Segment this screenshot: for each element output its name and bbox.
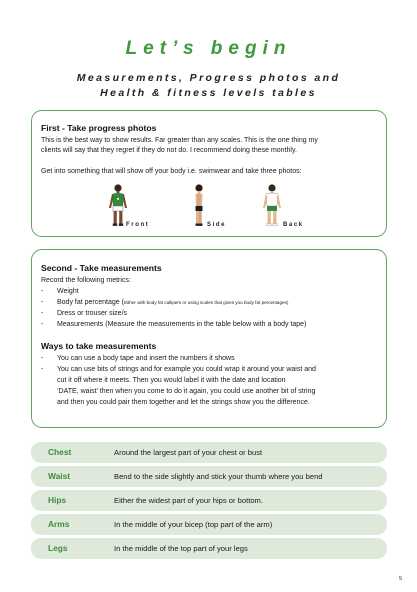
side-pose-figure xyxy=(190,183,208,227)
table-row-chest xyxy=(31,442,387,463)
page-title: Let’s begin xyxy=(125,38,292,59)
caption-back: Back xyxy=(283,222,304,228)
table-row-arms xyxy=(31,514,387,535)
back-pose-figure xyxy=(260,183,284,227)
caption-front: Front xyxy=(126,222,150,228)
page-number: 5 xyxy=(398,576,402,582)
measurements-card: Second - Take measurements Record the following metrics: - Weight - Body fat percentage (Either with body fat callipers or using scales that gives you body fat percentages) - Dress or trouser size/s - Measurements (Measure the measurements in the table below with a body tape) Ways to take measurements - You can use a body tape and insert the numbers it shows - You can use bits of strings and for example you could wrap it around your waist and cut it off where it meets. Then you would label it with the date and location ‘DATE, waist’ then when you come to do it again, you could use another bit of string and then you could pair them together and let the strings show you the difference. xyxy=(31,249,387,428)
table-row-waist xyxy=(31,466,387,487)
body-part-description: In the middle of the top part of your legs xyxy=(114,543,248,553)
body-part-description: Either the widest part of your hips or bottom. xyxy=(114,495,263,505)
body-part-label: Arms xyxy=(48,519,70,529)
body-part-label: Hips xyxy=(48,495,67,505)
page-subtitle-line-1: Measurements, Progress photos and xyxy=(76,72,341,84)
progress-photos-heading: First - Take progress photos xyxy=(41,123,157,133)
photos-text-line-2: clients will say that they regret if they do not do. I recommend doing these monthly. xyxy=(41,147,297,154)
body-part-label: Waist xyxy=(48,471,71,481)
page-subtitle-line-2: Health & fitness levels tables xyxy=(100,87,317,99)
body-part-label: Legs xyxy=(48,543,68,553)
body-part-description: Around the largest part of your chest or bust xyxy=(114,447,263,457)
progress-photos-card xyxy=(31,110,387,237)
body-part-description: Bend to the side slightly and stick your thumb where you bend xyxy=(114,471,323,481)
caption-side: Side xyxy=(207,222,227,228)
body-part-description: In the middle of your bicep (top part of the arm) xyxy=(114,519,273,529)
photos-text-line-3: Get into something that will show off your body i.e. swimwear and take three photos: xyxy=(41,168,302,175)
body-part-label: Chest xyxy=(48,447,72,457)
measurements-intro: Record the following metrics: xyxy=(41,277,131,284)
measurements-heading: Second - Take measurements xyxy=(41,263,162,273)
front-pose-figure xyxy=(106,183,130,227)
table-row-legs xyxy=(31,538,387,559)
ways-heading: Ways to take measurements xyxy=(41,341,157,351)
photos-text-line-1: This is the best way to show results. Far greater than any scales. This is the one thing my xyxy=(41,137,318,144)
table-row-hips xyxy=(31,490,387,511)
